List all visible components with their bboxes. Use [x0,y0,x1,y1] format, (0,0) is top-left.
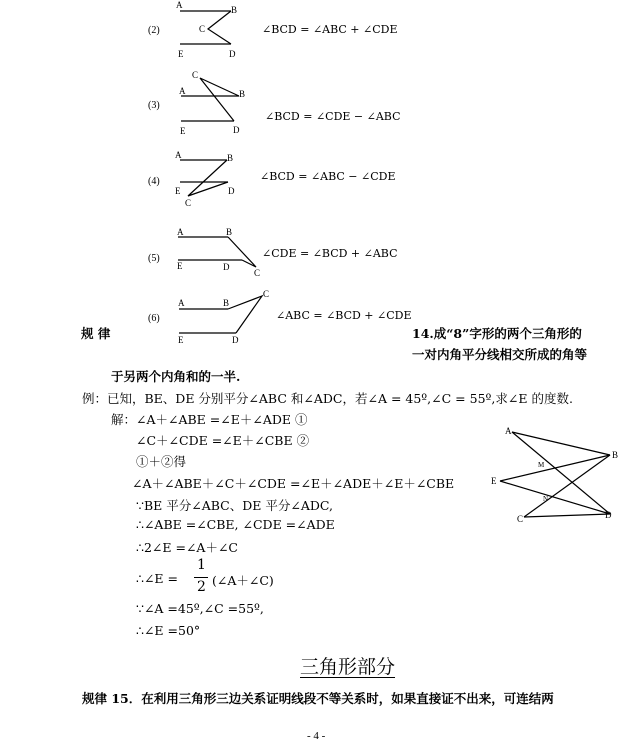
fraction-bar [194,577,208,578]
point-label: A [178,298,185,308]
figure-index: (5) [148,253,160,264]
rule15-text: 规律 15．在利用三角形三边关系证明线段不等关系时，如果直接证不出来，可连结两 [82,691,554,706]
point-label: E [178,49,184,59]
fraction-suffix: (∠A＋∠C) [212,573,274,588]
figure-index: (4) [148,176,160,187]
point-label: A [175,150,182,160]
figure-3-lines [181,78,239,121]
point-label: C [192,70,199,80]
point-label: E [178,335,184,345]
point-label: C [263,289,270,299]
fraction-denominator: 2 [197,579,206,595]
point-label: D [223,262,230,272]
figure-6-lines [179,296,262,333]
angle-formula: ∠ABC = ∠BCD + ∠CDE [276,309,412,322]
angle-formula: ∠BCD = ∠ABC − ∠CDE [260,170,396,183]
figure-index: (3) [148,100,160,111]
point-label: B [226,227,233,237]
point-label: N [543,495,549,503]
point-label: B [612,450,619,460]
angle-formula: ∠CDE = ∠BCD + ∠ABC [262,247,398,260]
point-label: D [229,49,236,59]
solution-step: ∴∠ABE =∠CBE, ∠CDE =∠ADE [136,517,335,532]
figure-index: (2) [148,25,160,36]
figure-4-lines [180,160,228,196]
figure-index: (6) [148,313,160,324]
point-label: C [185,198,192,208]
figure-2-lines [180,11,231,44]
fraction-prefix: ∴∠E = [136,571,178,586]
point-label: B [227,153,234,163]
point-label: A [177,227,184,237]
point-label: D [228,186,235,196]
example-figure-lines [500,432,610,517]
point-label: E [180,126,186,136]
point-label: B [239,89,246,99]
point-label: A [505,426,512,436]
solution-step: 解：∠A＋∠ABE =∠E＋∠ADE ① [111,412,308,427]
point-label: C [199,24,206,34]
point-label: E [491,476,497,486]
rule14-line2: 一对内角平分线相交所成的角等 [412,347,588,362]
rule14-line3: 于另两个内角和的一半. [111,369,241,384]
solution-step: ①＋②得 [136,454,187,469]
solution-step: ∠C＋∠CDE =∠E＋∠CBE ② [136,433,310,448]
rule14-line1: 14.成“8”字形的两个三角形的 [412,326,582,341]
point-label: A [176,0,183,10]
angle-formula: ∠BCD = ∠ABC + ∠CDE [262,23,398,36]
fraction-numerator: 1 [197,557,206,573]
solution-step: ∵BE 平分∠ABC、DE 平分∠ADC, [136,498,333,513]
point-label: E [177,261,183,271]
page-number: - 4 - [307,730,326,742]
point-label: D [233,125,240,135]
rule-label: 规 律 [81,326,111,341]
point-label: B [223,298,230,308]
point-label: A [179,86,186,96]
point-label: C [254,268,261,278]
example-question: 例：已知，BE、DE 分别平分∠ABC 和∠ADC，若∠A = 45º,∠C = 55º,求∠E 的度数. [82,391,573,406]
point-label: B [231,5,238,15]
solution-step: ∴2∠E =∠A＋∠C [136,540,238,555]
section-title: 三角形部分 [300,656,396,678]
solution-step: ∠A＋∠ABE＋∠C＋∠CDE =∠E＋∠ADE＋∠E＋∠CBE [132,476,455,491]
point-label: C [517,514,524,524]
given-values: ∵∠A =45º,∠C =55º, [136,601,264,616]
figure-5-lines [178,237,256,267]
final-result: ∴∠E =50° [136,623,201,638]
angle-formula: ∠BCD = ∠CDE − ∠ABC [265,110,401,123]
point-label: D [232,335,239,345]
point-label: M [538,461,545,469]
point-label: D [605,510,612,520]
point-label: E [175,186,181,196]
